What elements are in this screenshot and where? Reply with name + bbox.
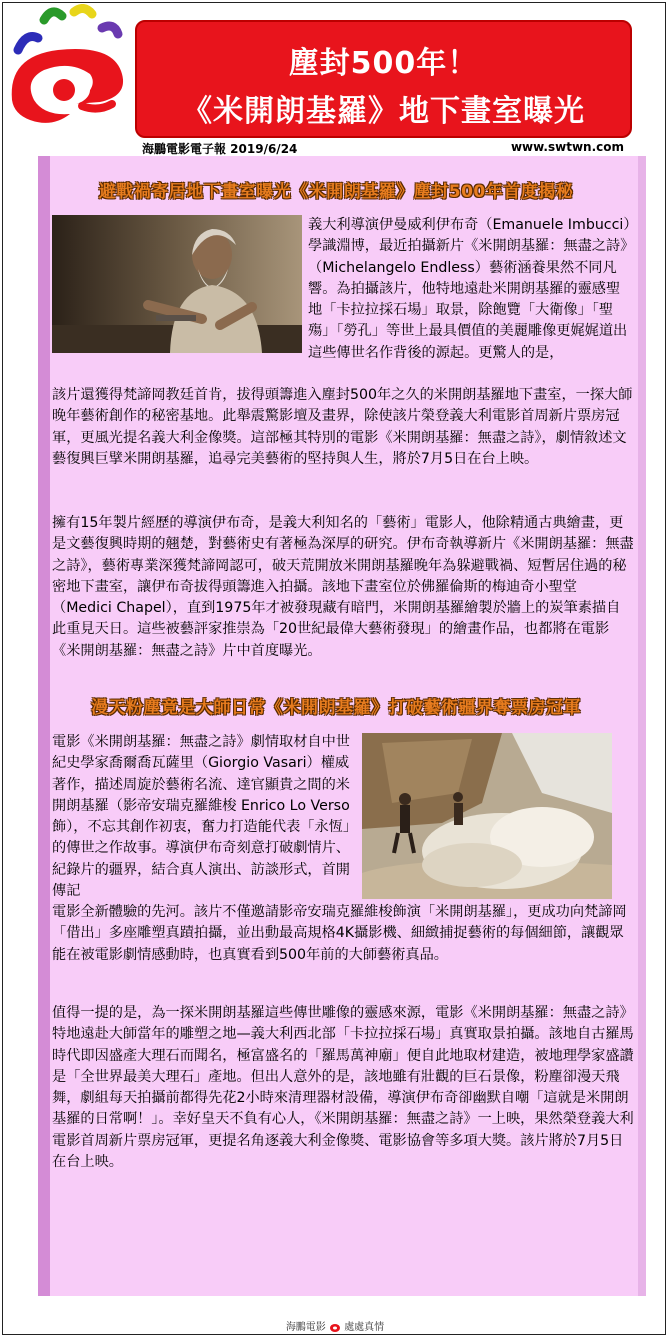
photo-sculptor [52, 215, 302, 353]
section2-paragraph2: 值得一提的是，為一探米開朗基羅這些傳世雕像的靈感來源，電影《米開朗基羅：無盡之詩》特地遠赴大師當年的雕塑之地—義大利西北部「卡拉拉採石場」真實取景拍攝。該地自古羅馬時代即因盛產大理石而聞名，極富盛名的「羅馬萬神廟」便自此地取材建造，被地理學家盛讚是「全世界最美大理石」產地。但出人意外的是，該地雖有壯觀的巨石景像，粉塵卻漫天飛舞，劇組每天拍攝前都得先花2小時來清理器材設備，導演伊布奇卻幽默自嘲「這就是米開朗基羅的日常啊！」。幸好皇天不負有心人，《米開朗基羅：無盡之詩》一上映，果然榮登義大利電影首周新片票房冠軍，更提名角逐義大利金像獎、電影協會等多項大獎。該片將於7月5日在台上映。 [52, 1005, 634, 1171]
section1-subheading: 避戰禍寄居地下畫室曝光《米開朗基羅》塵封500年首度揭秘 [98, 182, 574, 202]
footer-text-right: 處處真情 [344, 1322, 385, 1333]
swtwn-logo [4, 4, 132, 130]
section1-paragraph1-continued: 該片還獲得梵諦岡教廷首肯，拔得頭籌進入塵封500年之久的米開朗基羅地下畫室，一探大師晚年藝術創作的秘密基地。此舉震驚影壇及畫界，除使該片榮登義大利電影首周新片票房冠軍，更風光提名義大利金像獎。這部極其特別的電影《米開朗基羅：無盡之詩》，劇情敘述文藝復興巨擘米開朗基羅，追尋完美藝術的堅持與人生，將於7月5日在台上映。 [52, 387, 633, 467]
section2-paragraph1-continued: 電影全新體驗的先河。該片不僅邀請影帝安瑞克羅維梭飾演「米開朗基羅」，更成功向梵諦岡「借出」多座雕塑真蹟拍攝，並出動最高規格4K攝影機、細緻捕捉藝術的每個細節，讓觀眾能在被電影劇情感動時，也真實看到500年前的大師藝術真品。 [52, 904, 627, 963]
title-line-1: 塵封500年！ [288, 46, 479, 81]
footer [0, 1318, 670, 1333]
photo-quarry-dust [362, 733, 612, 899]
title-banner [135, 20, 632, 138]
panel-right-edge [638, 156, 646, 1296]
section2-paragraph1-wrap: 電影《米開朗基羅：無盡之詩》劇情取材自中世紀史學家喬爾喬瓦薩里（Giorgio Vasari）權威著作，描述周旋於藝術名流、達官顯貴之間的米開朗基羅（影帝安瑞克羅維梭 Enrico Lo Verso飾），不忘其創作初衷，奮力打造能代表「永恆」的傳世之作故事。導演伊布奇刻意打破劇情片、紀錄片的疆界，結合真人演出、訪談形式，首開傳記 [52, 734, 350, 900]
title-line-2: 《米開朗基羅》地下畫室曝光 [182, 94, 585, 129]
section1-paragraph2: 擁有15年製片經歷的導演伊布奇，是義大利知名的「藝術」電影人，他除精通古典繪畫，更是文藝復興時期的翹楚，對藝術史有著極為深厚的研究。伊布奇執導新片《米開朗基羅：無盡之詩》，藝術專業深獲梵諦岡認可，破天荒開放米開朗基羅晚年為躲避戰禍、短暫居住過的秘密地下畫室，讓伊布奇拔得頭籌進入拍攝。該地下畫室位於佛羅倫斯的梅迪奇小聖堂（Medici Chapel），直到1975年才被發現藏有暗門，米開朗基羅繪製於牆上的炭筆素描自此重見天日。這些被藝評家推崇為「20世紀最偉大藝術發現」的繪畫作品，也都將在電影《米開朗基羅：無盡之詩》片中首度曝光。 [52, 515, 634, 659]
publication-info: 海鵬電影電子報 2019/6/24 [142, 142, 298, 156]
website-url[interactable]: www.swtwn.com [510, 140, 624, 154]
footer-text-left: 海鵬電影 [285, 1322, 326, 1333]
section1-paragraph1-wrap: 義大利導演伊曼威利伊布奇（Emanuele Imbucci）學識淵博，最近拍攝新片《米開朗基羅：無盡之詩》（Michelangelo Endless）藝術涵養果然不同凡響。為拍攝該片，他特地遠赴米開朗基羅的靈感聖地「卡拉拉採石場」取景，除飽覽「大衛像」「聖殤」「勞孔」等世上最具價值的美麗雕像更娓娓道出這些傳世名作背後的源起。更驚人的是， [308, 217, 631, 361]
footer-logo-icon [329, 1321, 341, 1333]
section2-subheading: 漫天粉塵竟是大師日常《米開朗基羅》打破藝術疆界奪票房冠軍 [91, 698, 581, 718]
